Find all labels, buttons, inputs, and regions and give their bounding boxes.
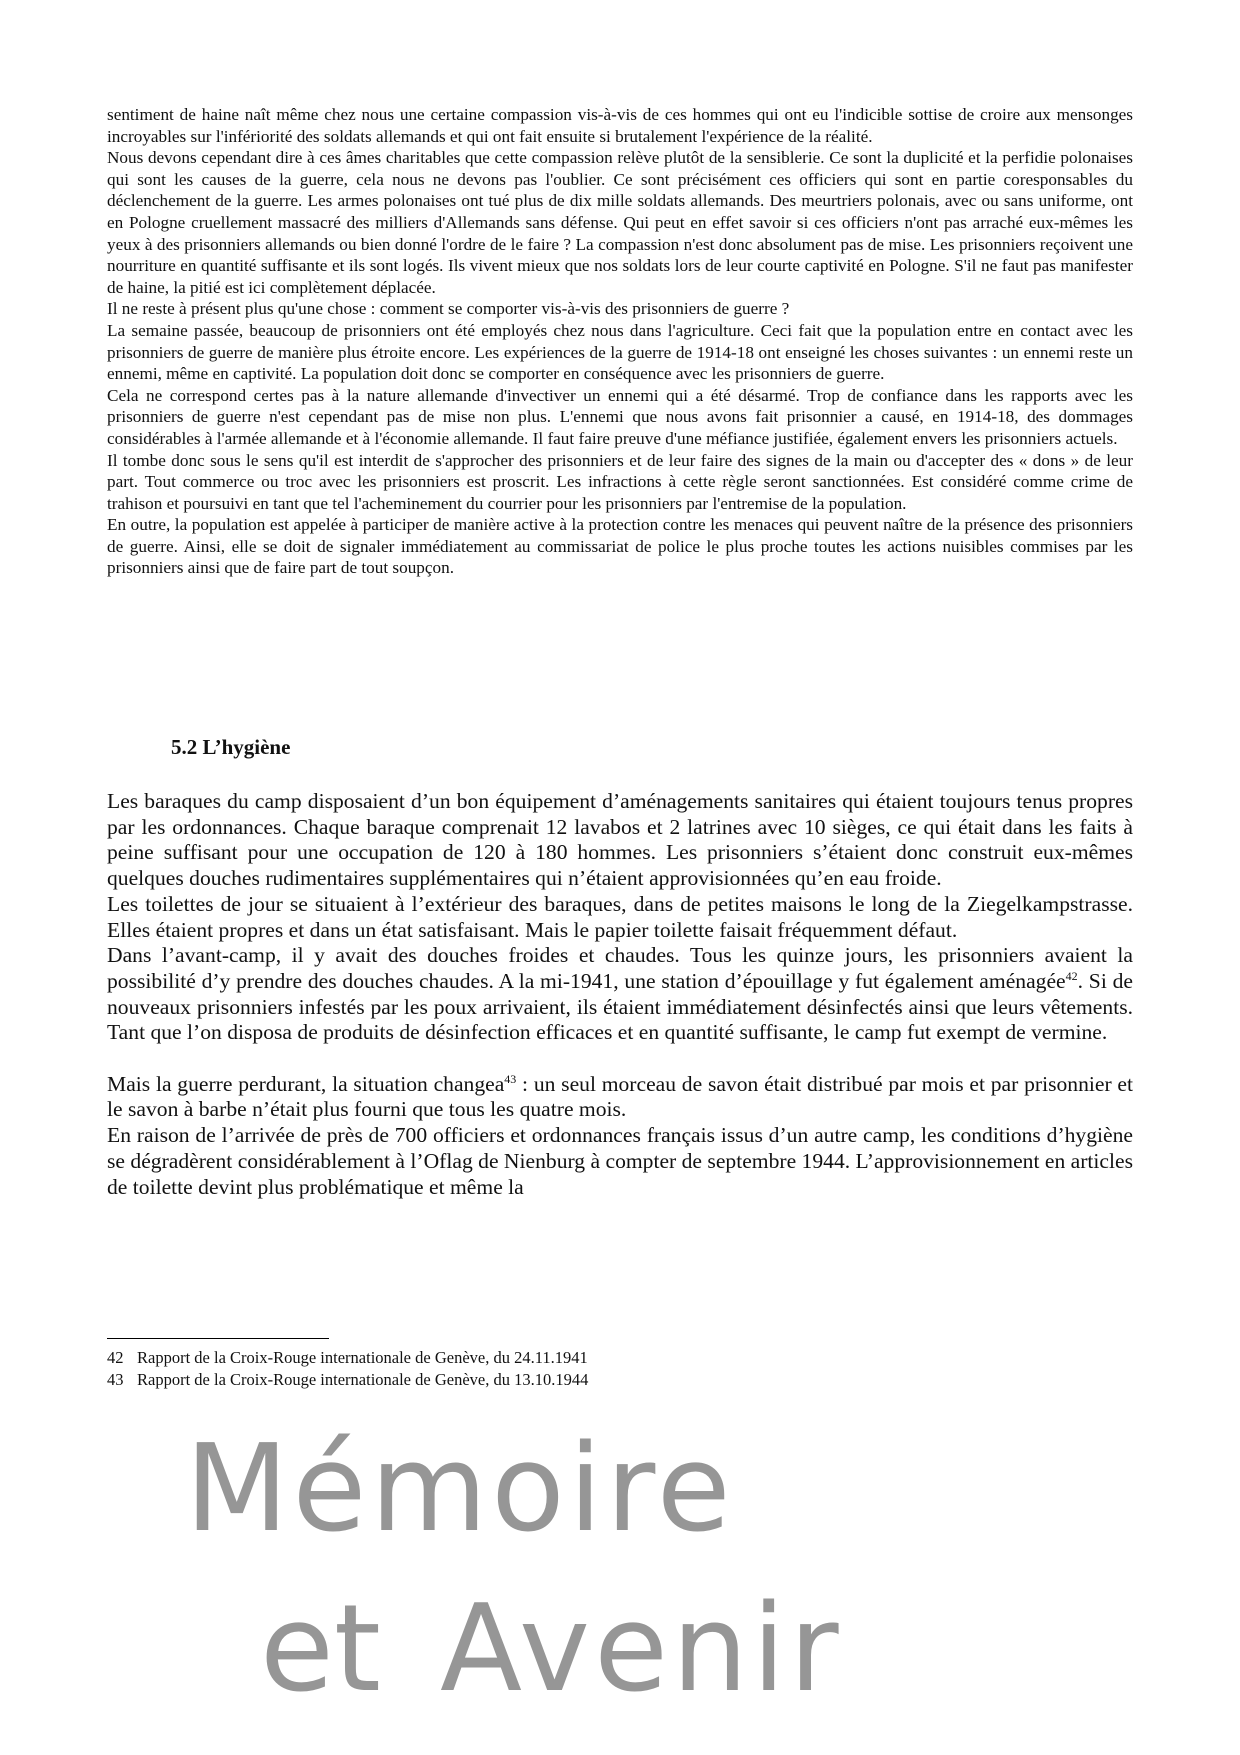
watermark-et: et — [260, 1580, 381, 1719]
paragraph-text: Mais la guerre perdurant, la situation changea — [107, 1071, 505, 1096]
watermark-avenir: Avenir — [440, 1580, 843, 1719]
paragraph-text: : un seul morceau de savon était distribué par mois et par prisonnier et le savon à barbe n’était plus fourni que tous les quatre mois. — [107, 1071, 1133, 1122]
paragraph: Les baraques du camp disposaient d’un bon équipement d’aménagements sanitaires qui étaient toujours tenus propres par les ordonnances. Chaque baraque comprenait 12 lavabos et 2 latrines avec 10 sièges, ce qui était dans les faits à peine suffisant pour une occupation de 120 à 180 hommes. Les prisonniers s’étaient donc construit eux-mêmes quelques douches rudimentaires supplémentaires qui n’étaient approvisionnées qu’en eau froide. — [107, 789, 1133, 891]
watermark-memoire: Mémoire — [185, 1420, 735, 1559]
paragraph-text: . Si de nouveaux prisonniers infestés par les poux arrivaient, ils étaient immédiatement désinfectés ainsi que leurs vêtements. Tant que l’on disposa de produits de désinfection efficaces et en quantité suffisante, le camp fut exempt de vermine. — [107, 968, 1133, 1045]
paragraph: sentiment de haine naît même chez nous une certaine compassion vis-à-vis de ces hommes qui ont eu l'indicible sottise de croire aux mensonges incroyables sur l'infériorité des soldats allemands et qui ont fait ensuite si brutalement l'expérience de la réalité. — [107, 105, 1133, 146]
paragraph — [107, 943, 1133, 1046]
footnotes — [107, 1347, 588, 1391]
paragraph: En outre, la population est appelée à participer de manière active à la protection contre les menaces qui peuvent naître de la présence des prisonniers de guerre. Ainsi, elle se doit de signaler immédiatement au commissariat de police le plus proche toutes les actions nuisibles commises par les prisonniers ainsi que de faire part de tout soupçon. — [107, 515, 1133, 578]
section-body — [107, 789, 1133, 1200]
quoted-article-text — [107, 104, 1133, 579]
footnote: 43 Rapport de la Croix-Rouge internationale de Genève, du 13.10.1944 — [107, 1370, 589, 1389]
paragraph-text: Dans l’avant-camp, il y avait des douches froides et chaudes. Tous les quinze jours, les prisonniers avaient la possibilité d’y prendre des douches chaudes. A la mi-1941, une station d’épouillage y fut également aménagée — [107, 943, 1133, 993]
paragraph: Nous devons cependant dire à ces âmes charitables que cette compassion relève plutôt de la sensiblerie. Ce sont la duplicité et la perfidie polonaises qui sont les causes de la guerre, cela nous ne devons pas l'oublier. Ce sont précisément ces officiers qui sont en partie coresponsables du déclenchement de la guerre. Les armes polonaises ont tué plus de dix mille soldats allemands. Des meurtriers polonais, avec ou sans uniforme, ont en Pologne cruellement massacré des milliers d'Allemands sans défense. Qui peut en effet savoir si ces officiers n'ont pas arraché eux-mêmes les yeux à des prisonniers allemands ou bien donné l'ordre de le faire ? La compassion n'est donc absolument pas de mise. Les prisonniers reçoivent une nourriture en quantité suffisante et ils sont logés. Ils vivent mieux que nos soldats lors de leur courte captivité en Pologne. S'il ne faut pas manifester de haine, la pitié est ici complètement déplacée. — [107, 148, 1133, 297]
paragraph: Les toilettes de jour se situaient à l’extérieur des baraques, dans de petites maisons le long de la Ziegelkampstrasse. Elles étaient propres et dans un état satisfaisant. Mais le papier toilette faisait fréquemment défaut. — [107, 891, 1133, 942]
footnote-separator — [107, 1338, 329, 1339]
footnote-ref[interactable]: 42 — [1065, 968, 1078, 983]
paragraph: Il tombe donc sous le sens qu'il est interdit de s'approcher des prisonniers et de leur faire des signes de la main ou d'accepter des « dons » de leur part. Tout commerce ou troc avec les prisonniers est proscrit. Les infractions à cette règle seront sanctionnées. Est considéré comme crime de trahison et poursuivi en tant que tel l'acheminement du courrier pour les prisonniers par l'entremise de la population. — [107, 450, 1133, 513]
paragraph: La semaine passée, beaucoup de prisonniers ont été employés chez nous dans l'agriculture. Ceci fait que la population entre en contact avec les prisonniers de guerre de manière plus étroite encore. Les expériences de la guerre de 1914-18 ont enseigné les choses suivantes : un ennemi reste un ennemi, même en captivité. La population doit donc se comporter en conséquence avec les prisonniers de guerre. — [107, 320, 1133, 384]
paragraph — [107, 1072, 1133, 1123]
paragraph: Il ne reste à présent plus qu'une chose : comment se comporter vis-à-vis des prisonniers de guerre ? — [107, 299, 790, 319]
section-heading: 5.2 L’hygiène — [171, 735, 291, 759]
footnote-ref[interactable]: 43 — [504, 1071, 517, 1086]
footnote: 42 Rapport de la Croix-Rouge internationale de Genève, du 24.11.1941 — [107, 1348, 588, 1367]
paragraph: Cela ne correspond certes pas à la nature allemande d'invectiver un ennemi qui a été désarmé. Trop de confiance dans les rapports avec les prisonniers de guerre n'est cependant pas de mise non plus. L'ennemi que nous avons fait prisonnier a causé, en 1914-18, des dommages considérables à l'armée allemande et à l'économie allemande. Il faut faire preuve d'une méfiance justifiée, également envers les prisonniers actuels. — [107, 385, 1133, 448]
paragraph: En raison de l’arrivée de près de 700 officiers et ordonnances français issus d’un autre camp, les conditions d’hygiène se dégradèrent considérablement à l’Oflag de Nienburg à compter de septembre 1944. L’approvisionnement en articles de toilette devint plus problématique et même la — [107, 1123, 1133, 1199]
